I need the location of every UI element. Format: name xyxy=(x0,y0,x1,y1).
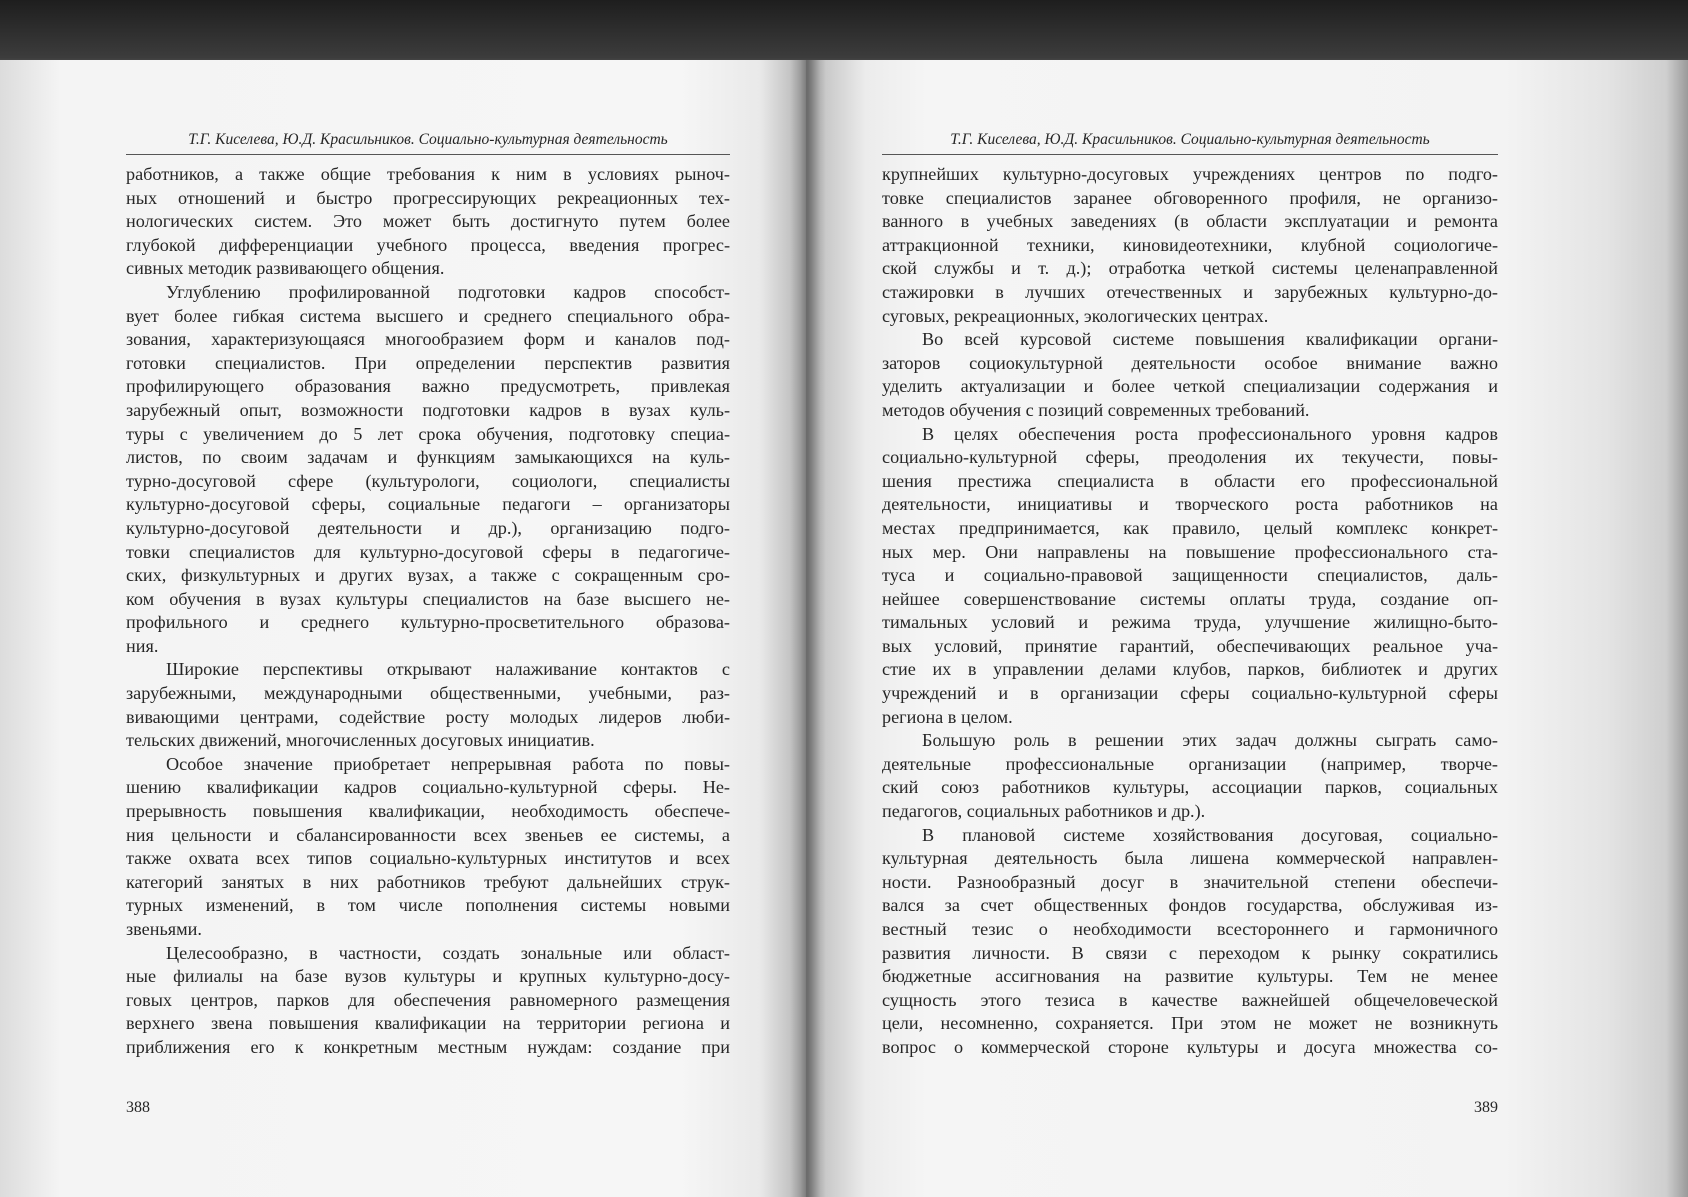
text-line: деятельности, инициативы и творческого роста работников на xyxy=(882,494,1498,515)
text-line: глубокой дифференциации учебного процесса, введения прогрес- xyxy=(126,234,730,255)
right-page xyxy=(806,60,1688,1197)
text-line: заторов социокультурной деятельности особое внимание важно xyxy=(882,352,1498,373)
text-line: верхнего звена повышения квалификации на территории региона и xyxy=(126,1013,730,1034)
text-line: культурно-досуговой сферы, социальные педагоги – организаторы xyxy=(126,494,730,515)
text-line: нейшее совершенствование системы оплаты труда, создание оп- xyxy=(882,588,1498,609)
text-line: говых центров, парков для обеспечения равномерного размещения xyxy=(126,989,730,1010)
text-line: работников, а также общие требования к ним в условиях рыноч- xyxy=(126,164,730,184)
text-line: зарубежными, международными общественными, учебными, раз- xyxy=(126,683,730,704)
right-page-number: 389 xyxy=(1474,1099,1498,1116)
text-line: листов, по своим задачам и функциям замыкающихся на куль- xyxy=(126,447,730,468)
text-line: Во всей курсовой системе повышения квалификации органи- xyxy=(922,329,1498,350)
text-line: ных отношений и быстро прогрессирующих рекреационных тех- xyxy=(126,187,730,208)
text-line: шению квалификации кадров социально-культурной сферы. Не- xyxy=(126,777,730,798)
text-line: категорий занятых в них работников требуют дальнейших струк- xyxy=(126,871,730,892)
text-line: методов обучения с позиций современных требований. xyxy=(882,399,1310,420)
text-line: зарубежный опыт, возможности подготовки кадров в вузах куль- xyxy=(126,399,730,420)
text-line: вестный тезис о необходимости всестороннего и гармоничного xyxy=(882,919,1498,939)
text-line: нологических систем. Это может быть достигнуто путем более xyxy=(126,211,730,232)
text-line: деятельные профессиональные организации (например, творче- xyxy=(882,753,1498,774)
text-line: ской службы и т. д.); отработка четкой системы целенаправленной xyxy=(882,258,1498,279)
text-line: бюджетные ассигнования на развитие культуры. Тем не менее xyxy=(882,966,1498,987)
text-line: вался за счет общественных фондов государства, обслуживая из- xyxy=(882,895,1498,916)
text-line: аттракционной техники, киновидеотехники, клубной социологиче- xyxy=(882,234,1498,255)
right-page-text-block xyxy=(882,130,1498,1060)
text-line: ванного в учебных заведениях (в области эксплуатации и ремонта xyxy=(882,211,1498,232)
text-line: прерывность повышения квалификации, необходимость обеспече- xyxy=(126,801,730,822)
text-line: ских, физкультурных и других вузах, а также с сокращенным сро- xyxy=(126,565,730,586)
text-line: вивающими центрами, содействие росту молодых лидеров люби- xyxy=(126,706,730,727)
text-line: стажировки в лучших отечественных и зарубежных культурно-до- xyxy=(882,281,1498,302)
text-line: туса и социально-правовой защищенности специалистов, даль- xyxy=(882,565,1498,586)
text-line: местах предпринимается, как правило, целый комплекс конкрет- xyxy=(882,517,1498,538)
text-line: В плановой системе хозяйствования досуговая, социально- xyxy=(922,824,1498,845)
text-line: вопрос о коммерческой стороне культуры и досуга множества со- xyxy=(882,1036,1498,1057)
text-line: ности. Разнообразный досуг в значительной степени обеспечи- xyxy=(882,871,1498,892)
text-line: сивных методик развивающего общения. xyxy=(126,258,445,279)
text-line: региона в целом. xyxy=(882,706,1013,727)
text-line: стие их в управлении делами клубов, парков, библиотек и других xyxy=(882,659,1498,680)
text-line: крупнейших культурно-досуговых учреждениях центров по подго- xyxy=(882,164,1498,184)
text-line: ния цельности и сбалансированности всех звеньев ее системы, а xyxy=(126,824,730,845)
text-line: готовки специалистов. При определении перспектив развития xyxy=(126,352,730,373)
book-spread xyxy=(0,60,1688,1197)
text-line: В целях обеспечения роста профессионального уровня кадров xyxy=(922,423,1498,444)
text-line: тимальных условий и режима труда, улучшение жилищно-быто- xyxy=(882,612,1498,633)
text-line: культурно-досуговой деятельности и др.), организацию подго- xyxy=(126,517,730,538)
text-line: вых условий, принятие гарантий, обеспечивающих реальное уча- xyxy=(882,635,1498,656)
text-line: уделить актуализации и более четкой специализации содержания и xyxy=(882,376,1498,397)
text-line: цели, несомненно, сохраняется. При этом не может не возникнуть xyxy=(882,1013,1498,1034)
text-line: товке специалистов заранее обговоренного профиля, не организо- xyxy=(882,187,1498,208)
text-line: профилирующего образования важно предусмотреть, привлекая xyxy=(126,376,730,397)
text-line: также охвата всех типов социально-культурных институтов и всех xyxy=(126,848,730,869)
text-line: Углублению профилированной подготовки кадров способст- xyxy=(166,281,730,302)
left-body-text xyxy=(126,163,730,1060)
left-running-head: Т.Г. Киселева, Ю.Д. Красильников. Социально-культурная деятельность xyxy=(126,130,730,155)
right-body-text xyxy=(882,163,1498,1060)
text-line: шения престижа специалиста в области его профессиональной xyxy=(882,470,1498,491)
text-line: вует более гибкая система высшего и среднего специального обра- xyxy=(126,305,730,326)
text-line: развития личности. В связи с переходом к рынку сократились xyxy=(882,942,1498,963)
text-line: культурная деятельность была лишена коммерческой направлен- xyxy=(882,848,1498,869)
text-line: сущность этого тезиса в качестве важнейшей общечеловеческой xyxy=(882,989,1498,1010)
left-page xyxy=(0,60,812,1197)
text-line: туры с увеличением до 5 лет срока обучения, подготовку специа- xyxy=(126,423,730,444)
text-line: турно-досуговой сфере (культурологи, социологи, специалисты xyxy=(126,470,730,491)
text-line: Большую роль в решении этих задач должны сыграть само- xyxy=(922,730,1498,751)
text-line: ский союз работников культуры, ассоциации парков, социальных xyxy=(882,777,1498,798)
text-line: педагогов, социальных работников и др.). xyxy=(882,801,1206,822)
left-page-number: 388 xyxy=(126,1099,150,1116)
text-line: Особое значение приобретает непрерывная работа по повы- xyxy=(166,753,730,774)
text-line: тельских движений, многочисленных досуговых инициатив. xyxy=(126,730,595,751)
text-line: Целесообразно, в частности, создать зональные или област- xyxy=(166,942,730,963)
text-line: ния. xyxy=(126,635,159,656)
text-line: товки специалистов для культурно-досуговой сферы в педагогиче- xyxy=(126,541,730,562)
right-running-head: Т.Г. Киселева, Ю.Д. Красильников. Социально-культурная деятельность xyxy=(882,130,1498,155)
text-line: ные филиалы на базе вузов культуры и крупных культурно-досу- xyxy=(126,966,730,987)
text-line: ком обучения в вузах культуры специалистов на базе высшего не- xyxy=(126,588,730,609)
text-line: турных изменений, в том числе пополнения системы новыми xyxy=(126,895,730,916)
text-line: профильного и среднего культурно-просветительного образова- xyxy=(126,612,730,633)
text-line: приближения его к конкретным местным нуждам: создание при xyxy=(126,1036,730,1057)
text-line: зования, характеризующаяся многообразием форм и каналов под- xyxy=(126,329,730,350)
text-line: социально-культурной сферы, преодоления их текучести, повы- xyxy=(882,447,1498,468)
text-line: суговых, рекреационных, экологических центрах. xyxy=(882,305,1269,326)
text-line: ных мер. Они направлены на повышение профессионального ста- xyxy=(882,541,1498,562)
text-line: учреждений и в организации сферы социально-культурной сферы xyxy=(882,683,1498,704)
text-line: звеньями. xyxy=(126,919,202,939)
text-line: Широкие перспективы открывают налаживание контактов с xyxy=(166,659,730,680)
left-page-text-block xyxy=(126,130,730,1060)
